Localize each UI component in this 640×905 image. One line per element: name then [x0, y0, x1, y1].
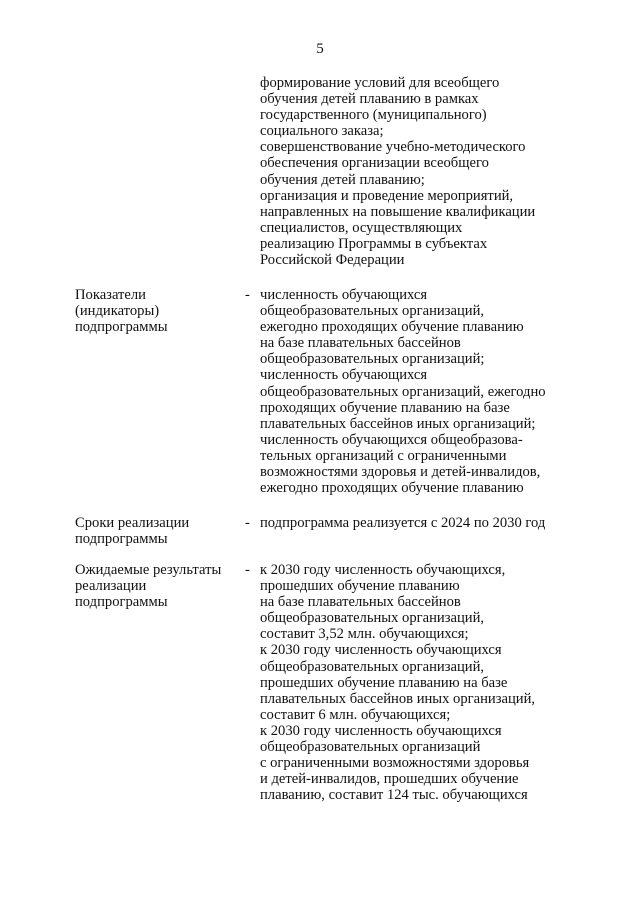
section-label: Сроки реализации подпрограммы: [75, 515, 190, 548]
text-line: общеобразовательных организаций;: [260, 351, 485, 368]
section-content: [260, 562, 580, 803]
text-line: социального заказа;: [260, 123, 384, 140]
text-line: к 2030 году численность обучающихся: [260, 642, 502, 659]
text-line: обучения детей плаванию в рамках: [260, 91, 479, 108]
text-line: специалистов, осуществляющих: [260, 219, 463, 236]
text-line: и детей-инвалидов, прошедших обучение: [260, 771, 519, 788]
text-line: на базе плавательных бассейнов: [260, 335, 461, 352]
text-line: государственного (муниципального): [260, 107, 487, 124]
text-line: совершенствование учебно-методического: [260, 139, 526, 156]
text-line: возможностями здоровья и детей-инвалидов,: [260, 464, 541, 481]
page-number: 5: [316, 41, 324, 57]
text-line: ежегодно проходящих обучение плаванию: [260, 480, 524, 497]
text-line: плавательных бассейнов иных организаций;: [260, 415, 536, 432]
text-line: численность обучающихся: [260, 367, 428, 384]
text-line: плавательных бассейнов иных организаций,: [260, 690, 536, 707]
section-content: [260, 515, 580, 531]
section-dash: -: [245, 287, 250, 303]
text-line: общеобразовательных организаций,: [260, 303, 485, 320]
section-label: Показатели (индикаторы) подпрограммы: [75, 287, 168, 336]
text-line: общеобразовательных организаций: [260, 739, 481, 756]
text-line: прошедших обучение плаванию на базе: [260, 674, 508, 691]
text-line: подпрограмма реализуется с 2024 по 2030 год: [260, 515, 546, 531]
section-content: [260, 287, 580, 496]
section-dash: -: [245, 515, 250, 531]
text-line: Российской Федерации: [260, 252, 405, 269]
text-line: тельных организаций с ограниченными: [260, 447, 507, 464]
text-line: с ограниченными возможностями здоровья: [260, 755, 530, 772]
text-line: ежегодно проходящих обучение плаванию: [260, 319, 524, 336]
text-line: численность обучающихся: [260, 287, 428, 303]
text-line: обучения детей плаванию;: [260, 171, 425, 188]
text-line: общеобразовательных организаций, ежегодно: [260, 383, 546, 400]
text-line: составит 6 млн. обучающихся;: [260, 706, 451, 723]
text-line: численность обучающихся общеобразова-: [260, 431, 523, 448]
text-line: на базе плавательных бассейнов: [260, 594, 461, 611]
intro-text: [260, 75, 580, 268]
text-line: плаванию, составит 124 тыс. обучающихся: [260, 787, 528, 804]
text-line: обеспечения организации всеобщего: [260, 155, 489, 172]
section-dash: -: [245, 562, 250, 578]
text-line: реализацию Программы в субъектах: [260, 235, 488, 252]
text-line: к 2030 году численность обучающихся: [260, 722, 502, 739]
text-line: составит 3,52 млн. обучающихся;: [260, 626, 469, 643]
text-line: прошедших обучение плаванию: [260, 578, 460, 595]
text-line: формирование условий для всеобщего: [260, 75, 500, 91]
text-line: проходящих обучение плаванию на базе: [260, 399, 510, 416]
text-line: общеобразовательных организаций,: [260, 610, 485, 627]
text-line: общеобразовательных организаций,: [260, 658, 485, 675]
section-label: Ожидаемые результаты реализации подпрограммы: [75, 562, 222, 611]
text-line: к 2030 году численность обучающихся,: [260, 562, 506, 578]
text-line: направленных на повышение квалификации: [260, 203, 536, 220]
text-line: организация и проведение мероприятий,: [260, 187, 514, 204]
